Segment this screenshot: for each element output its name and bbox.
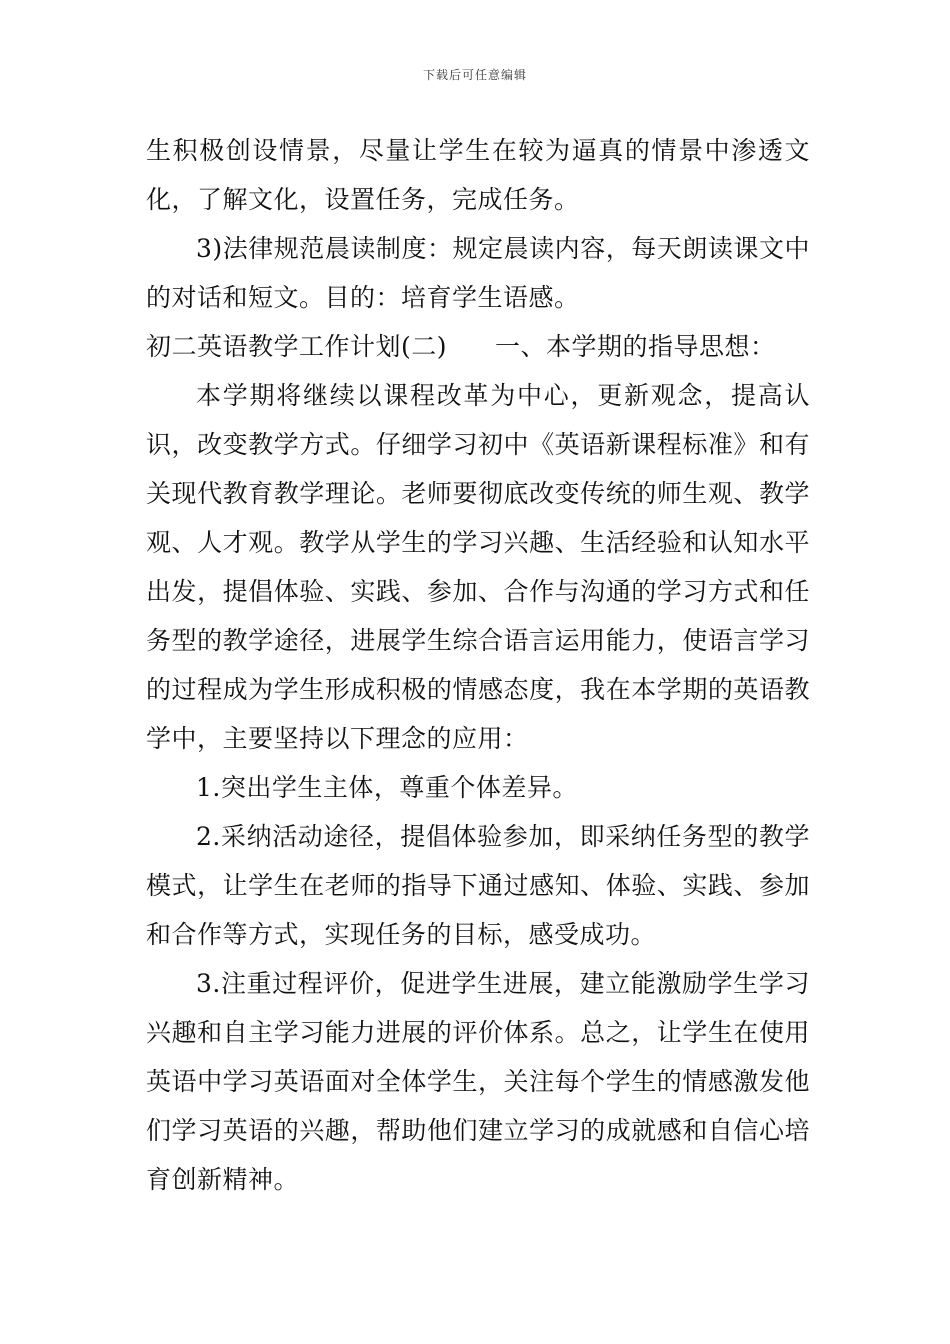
section-heading-line: [146, 322, 810, 371]
paragraph-6: 3.注重过程评价，促进学生进展，建立能激励学生学习兴趣和自主学习能力进展的评价体系。总之，让学生在使用英语中学习英语面对全体学生，关注每个学生的情感激发他们学习英语的兴趣，帮助他们建立学习的成就感和自信心培育创新精神。: [146, 969, 810, 1194]
page-header: 下载后可任意编辑: [422, 68, 527, 82]
paragraph-4: 1.突出学生主体，尊重个体差异。: [196, 773, 578, 802]
paragraph-3: 本学期将继续以课程改革为中心，更新观念，提高认识，改变教学方式。仔细学习初中《英语新课程标准》和有关现代教育教学理论。老师要彻底改变传统的师生观、教学观、人才观。教学从学生的学习兴趣、生活经验和认知水平出发，提倡体验、实践、参加、合作与沟通的学习方式和任务型的教学途径，进展学生综合语言运用能力，使语言学习的过程成为学生形成积极的情感态度，我在本学期的英语教学中，主要坚持以下理念的应用：: [146, 381, 810, 753]
document-body: [146, 126, 810, 1204]
section-subtitle: 一、本学期的指导思想：: [495, 332, 776, 361]
heading-gap: [447, 322, 495, 371]
section-title: 初二英语教学工作计划(二): [146, 332, 448, 361]
paragraph-2: 3)法律规范晨读制度：规定晨读内容，每天朗读课文中的对话和短文。目的：培育学生语感。: [146, 234, 810, 312]
paragraph-1: 生积极创设情景，尽量让学生在较为逼真的情景中渗透文化，了解文化，设置任务，完成任务。: [146, 136, 810, 214]
paragraph-5: 2.采纳活动途径，提倡体验参加，即采纳任务型的教学模式，让学生在老师的指导下通过感知、体验、实践、参加和合作等方式，实现任务的目标，感受成功。: [146, 822, 810, 949]
